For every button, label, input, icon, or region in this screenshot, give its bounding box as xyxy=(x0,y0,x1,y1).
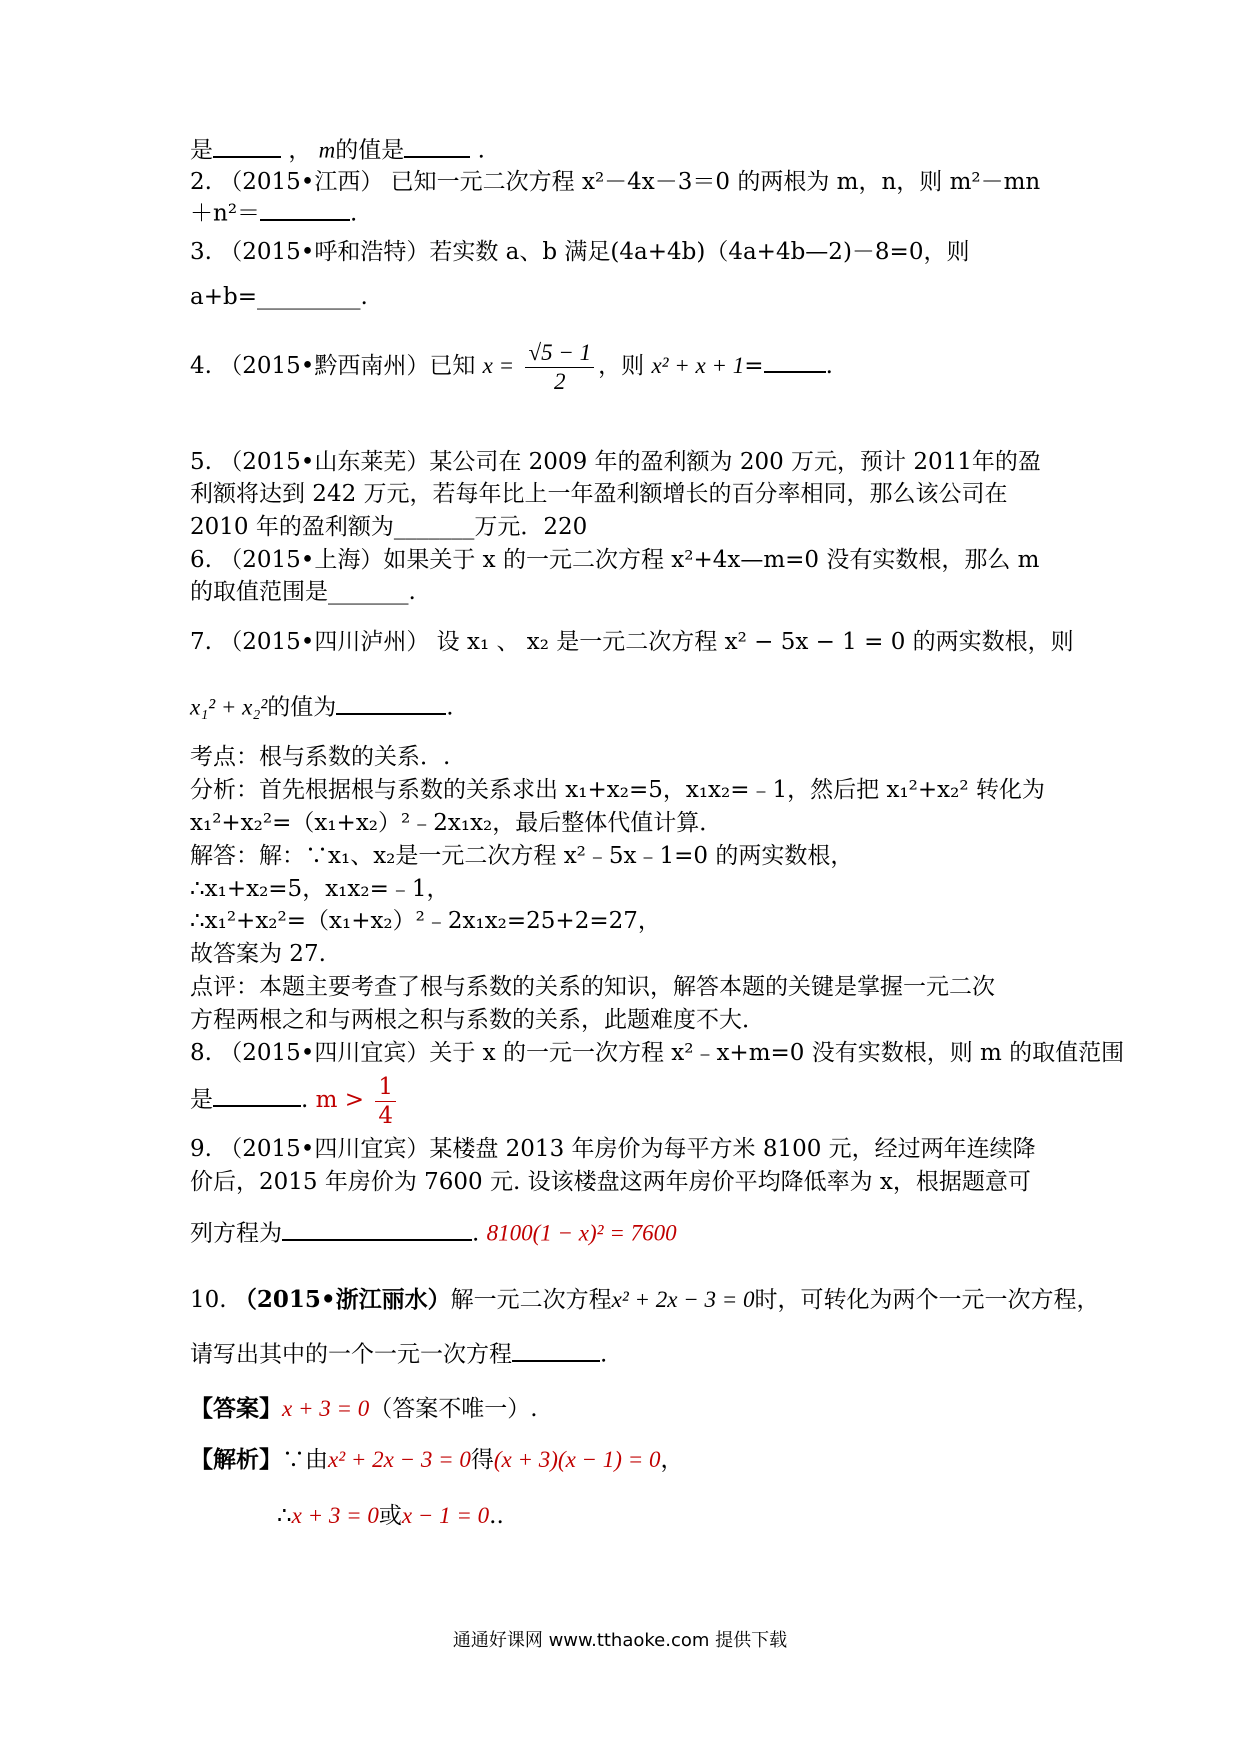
text: 时，可转化为两个一元一次方程， xyxy=(754,1287,1100,1313)
analysis-equation: x − 1 = 0 xyxy=(401,1503,490,1528)
text: 的值为 xyxy=(267,694,337,721)
answer-equation: x + 3 = 0 xyxy=(282,1396,370,1421)
answer-blank xyxy=(213,135,281,158)
solution-jieda-2: ∴x₁+x₂=5，x₁x₂=﹣1， xyxy=(190,876,450,902)
answer-blank xyxy=(260,198,350,221)
text: 解一元二次方程 xyxy=(450,1287,612,1313)
answer-text: m > xyxy=(315,1087,365,1113)
text: ， xyxy=(660,1447,684,1473)
solution-jieda-3: ∴x₁²+x₂²=（x₁+x₂）²﹣2x₁x₂=25+2=27， xyxy=(190,908,661,934)
fraction-denominator: 4 xyxy=(378,1102,393,1129)
text: . xyxy=(472,1220,480,1247)
solution-answer: 故答案为 27. xyxy=(190,941,326,967)
question-10-line-2 xyxy=(190,1339,607,1370)
text: 是 xyxy=(190,1087,213,1113)
solution-kaodian: 考点：根与系数的关系．. xyxy=(190,744,451,770)
solution-dianping-2: 方程两根之和与两根之积与系数的关系，此题难度不大． xyxy=(190,1007,765,1033)
answer-line xyxy=(190,1394,538,1424)
analysis-line-2 xyxy=(277,1501,504,1531)
fraction-numerator: 1 xyxy=(375,1073,396,1102)
solution-fenxi-2: x₁²+x₂²=（x₁+x₂）²﹣2x₁x₂，最后整体代值计算． xyxy=(190,810,723,836)
question-3-line-1: 3. （2015•呼和浩特）若实数 a、b 满足(4a+4b)（4a+4b—2)－8=0，则 xyxy=(190,239,970,265)
question-7-line-1: 7. （2015•四川泸州） 设 x₁ 、 x₂ 是一元二次方程 x² − 5x − 1 = 0 的两实数根，则 xyxy=(190,629,1074,655)
solution-fenxi-1: 分析：首先根据根与系数的关系求出 x₁+x₂=5，x₁x₂=﹣1，然后把 x₁²+x₂² 转化为 xyxy=(190,777,1045,803)
line-1 xyxy=(190,135,485,166)
page-footer: 通通好课网 www.tthaoke.com 提供下载 xyxy=(452,1630,788,1651)
fraction-denominator: 2 xyxy=(554,368,566,394)
text: （答案不唯一）. xyxy=(369,1396,538,1422)
answer-blank xyxy=(282,1218,472,1241)
text: 10. xyxy=(190,1287,234,1313)
text: ∴ xyxy=(277,1503,292,1529)
text: 的值是 xyxy=(335,137,405,164)
answer-blank xyxy=(404,135,470,158)
text: . xyxy=(301,1087,309,1113)
question-10-line-1 xyxy=(190,1285,1099,1315)
text: 4. （2015•黔西南州）已知 xyxy=(190,353,476,379)
text: = xyxy=(744,353,764,379)
text: 请写出其中的一个一元一次方程 xyxy=(190,1341,512,1368)
math-expr: x = xyxy=(482,353,515,378)
text: 列方程为 xyxy=(190,1220,282,1247)
solution-jieda-1: 解答：解：∵x₁、x₂是一元二次方程 x²﹣5x﹣1=0 的两实数根， xyxy=(190,843,854,869)
math-var: m xyxy=(318,137,336,163)
answer-tag: 【答案】 xyxy=(190,1395,282,1422)
math-expr: x² + x + 1 xyxy=(651,353,745,378)
analysis-tag: 【解析】 xyxy=(190,1446,282,1473)
text: . xyxy=(825,353,833,379)
question-source: （2015•浙江丽水） xyxy=(233,1286,451,1313)
math-expr: x² + 2x − 3 = 0 xyxy=(611,1287,755,1312)
text: . xyxy=(446,694,454,721)
analysis-equation: x² + 2x − 3 = 0 xyxy=(328,1447,471,1472)
question-7-line-2 xyxy=(190,692,454,723)
question-9-line-1: 9. （2015•四川宜宾）某楼盘 2013 年房价为每平方米 8100 元，经过两年连续降 xyxy=(190,1136,1036,1162)
answer-blank xyxy=(336,692,446,715)
question-4 xyxy=(190,336,833,396)
solution-dianping-1: 点评：本题主要考查了根与系数的关系的知识，解答本题的关键是掌握一元二次 xyxy=(190,974,995,1000)
text: ，则 xyxy=(598,353,645,379)
question-5-line-2: 利额将达到 242 万元，若每年比上一年盈利额增长的百分率相同，那么该公司在 xyxy=(190,481,1008,507)
text: ， xyxy=(288,137,312,164)
analysis-equation: x + 3 = 0 xyxy=(291,1503,379,1528)
fraction-numerator: √5 − 1 xyxy=(525,339,594,368)
question-5-line-3: 2010 年的盈利额为_______万元．220 xyxy=(190,514,588,540)
question-6-line-2: 的取值范围是_______. xyxy=(190,579,416,605)
text: 得 xyxy=(470,1447,494,1473)
math-expr: x₁² + x₂² xyxy=(190,694,268,720)
question-5-line-1: 5. （2015•山东莱芜）某公司在 2009 年的盈利额为 200 万元，预计 2011年的盈 xyxy=(190,449,1041,475)
text: 是 xyxy=(190,137,213,164)
question-2-line-1: 2. （2015•江西） 已知一元二次方程 x²－4x－3＝0 的两根为 m，n，则 m²－mn xyxy=(190,169,1041,195)
fraction xyxy=(525,339,594,396)
question-8-line-2 xyxy=(190,1070,400,1130)
text: ∵由 xyxy=(282,1447,328,1473)
answer-blank xyxy=(213,1084,301,1107)
text: . xyxy=(350,200,358,227)
answer-blank xyxy=(512,1339,600,1362)
text: 或 xyxy=(378,1503,402,1529)
answer-fraction xyxy=(375,1073,396,1130)
question-6-line-1: 6. （2015•上海）如果关于 x 的一元二次方程 x²+4x—m=0 没有实数根，那么 m xyxy=(190,547,1040,573)
text: ＋n²＝ xyxy=(190,200,261,227)
question-3-line-2: a+b=_________. xyxy=(190,284,368,310)
question-9-line-2: 价后，2015 年房价为 7600 元. 设该楼盘这两年房价平均降低率为 x，根据题意可 xyxy=(190,1169,1031,1195)
answer-blank xyxy=(764,350,826,373)
question-9-line-3 xyxy=(190,1218,677,1249)
analysis-line-1 xyxy=(190,1445,684,1475)
question-2-line-2 xyxy=(190,198,357,229)
text: . xyxy=(477,137,485,164)
text: .. xyxy=(489,1503,504,1529)
analysis-equation: (x + 3)(x − 1) = 0 xyxy=(493,1447,661,1472)
question-8-line-1: 8. （2015•四川宜宾）关于 x 的一元一次方程 x²﹣x+m=0 没有实数根，则 m 的取值范围 xyxy=(190,1040,1125,1066)
answer-equation: 8100(1 − x)² = 7600 xyxy=(486,1220,677,1246)
text: . xyxy=(600,1341,608,1368)
